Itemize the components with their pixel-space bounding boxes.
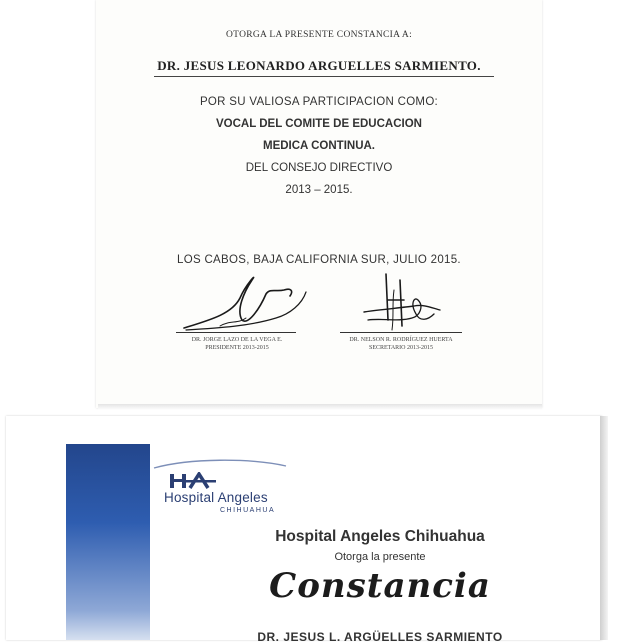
signatory-left-title: PRESIDENTE 2013-2015 <box>205 345 269 351</box>
logo-name: Hospital Angeles <box>164 490 268 505</box>
hospital-title: Hospital Angeles Chihuahua <box>275 528 485 545</box>
logo-city: CHIHUAHUA <box>220 507 276 514</box>
signature-line-right <box>340 332 462 333</box>
signature-right <box>358 270 444 336</box>
hospital-subtitle: Otorga la presente <box>334 551 426 563</box>
constancia-heading: Constancia <box>269 566 491 606</box>
grant-line: OTORGA LA PRESENTE CONSTANCIA A: <box>225 30 413 40</box>
recipient-underline <box>154 76 494 77</box>
top-certificate-shadow <box>98 404 542 410</box>
role-line-1: VOCAL DEL COMITE DE EDUCACION <box>216 118 422 130</box>
blue-side-band <box>66 444 150 640</box>
recipient-name-bottom: DR. JESUS L. ARGÜELLES SARMIENTO <box>257 630 503 644</box>
signatory-left-name: DR. JORGE LAZO DE LA VEGA E. <box>191 337 283 343</box>
participation-line: POR SU VALIOSA PARTICIPACION COMO: <box>199 96 439 108</box>
period-line: 2013 – 2015. <box>285 184 353 196</box>
role-line-2: MEDICA CONTINUA. <box>262 140 375 152</box>
signatory-right-title: SECRETARIO 2013-2015 <box>368 345 434 351</box>
bottom-certificate <box>6 416 602 644</box>
signature-left <box>180 268 310 334</box>
signature-line-left <box>176 332 296 333</box>
council-line: DEL CONSEJO DIRECTIVO <box>245 162 393 174</box>
place-date-line: LOS CABOS, BAJA CALIFORNIA SUR, JULIO 2015. <box>177 254 461 266</box>
logo-arc-icon <box>150 456 290 470</box>
signatory-right-name: DR. NELSON R. RODRÍGUEZ HUERTA <box>349 337 453 343</box>
bottom-certificate-edge <box>600 416 608 640</box>
hospital-logo-icon <box>168 472 220 490</box>
recipient-name: DR. JESUS LEONARDO ARGUELLES SARMIENTO. <box>157 58 481 73</box>
top-certificate <box>96 0 542 408</box>
